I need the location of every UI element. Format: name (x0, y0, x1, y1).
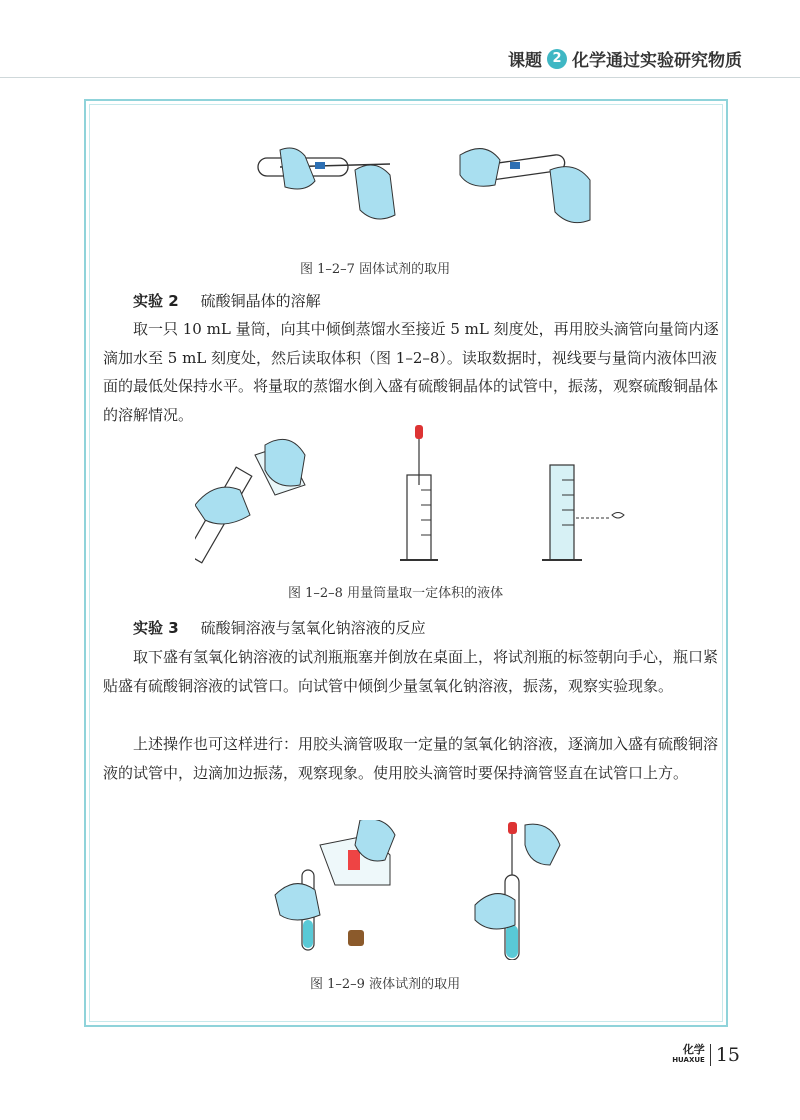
header-rule (0, 77, 800, 78)
topic-number-badge: 2 (547, 49, 567, 69)
figure-1-2-9-illustration (270, 820, 590, 960)
cylinder-dropper-diagram (400, 425, 438, 560)
cylinder-reading-diagram (542, 465, 624, 560)
experiment-3-title: 硫酸铜溶液与氢氧化钠溶液的反应 (200, 619, 426, 637)
figure-1-2-8-illustration (195, 425, 635, 575)
tube-spatula-diagram (258, 148, 395, 219)
experiment-2-label: 实验 2 (133, 292, 179, 310)
experiment-2-paragraph: 取一只 10 mL 量筒，向其中倾倒蒸馏水至接近 5 mL 刻度处，再用胶头滴管向量筒内逐滴加水至 5 mL 刻度处，然后读取体积（图 1–2–8）。读取数据时，视线要与量筒内液体凹液面的最低处保持水平。将量取的蒸馏水倒入盛有硫酸铜晶体的试管中，振荡，观察硫酸铜晶体的溶解情况。 (103, 320, 719, 424)
subject-brand (672, 1045, 705, 1065)
figure-1-2-8-caption: 图 1–2–8 用量筒量取一定体积的液体 (288, 586, 504, 601)
page-footer (672, 1044, 740, 1066)
experiment-2-title: 硫酸铜晶体的溶解 (200, 292, 321, 310)
page-number: 15 (715, 1044, 740, 1066)
experiment-3-paragraph-2: 上述操作也可这样进行：用胶头滴管吸取一定量的氢氧化钠溶液，逐滴加入盛有硫酸铜溶液的试管中，边滴加边振荡，观察现象。使用胶头滴管时要保持滴管竖直在试管口上方。 (103, 735, 719, 782)
figure-1-2-9-caption: 图 1–2–9 液体试剂的取用 (310, 977, 461, 992)
experiment-3-label: 实验 3 (133, 619, 179, 637)
header-title: 化学通过实验研究物质 (572, 51, 742, 71)
experiment-3-heading (133, 617, 426, 638)
header-prefix: 课题 (508, 51, 542, 71)
bottle-pouring-diagram (275, 820, 395, 950)
chapter-header (508, 46, 742, 71)
footer-divider (710, 1044, 711, 1066)
figure-1-2-7-caption: 图 1–2–7 固体试剂的取用 (300, 262, 451, 277)
pouring-diagram (195, 439, 305, 562)
subject-en: HUAXUE (672, 1056, 705, 1064)
figure-1-2-7-illustration (240, 140, 600, 240)
dropper-into-tube-diagram (475, 822, 560, 960)
experiment-3-paragraph-1: 取下盛有氢氧化钠溶液的试剂瓶瓶塞并倒放在桌面上，将试剂瓶的标签朝向手心，瓶口紧贴盛有硫酸铜溶液的试管口。向试管中倾倒少量氢氧化钠溶液，振荡，观察实验现象。 (103, 648, 719, 695)
subject-zh: 化学 (682, 1043, 705, 1056)
tilted-tube-diagram (460, 149, 590, 223)
experiment-2-heading (133, 290, 321, 311)
